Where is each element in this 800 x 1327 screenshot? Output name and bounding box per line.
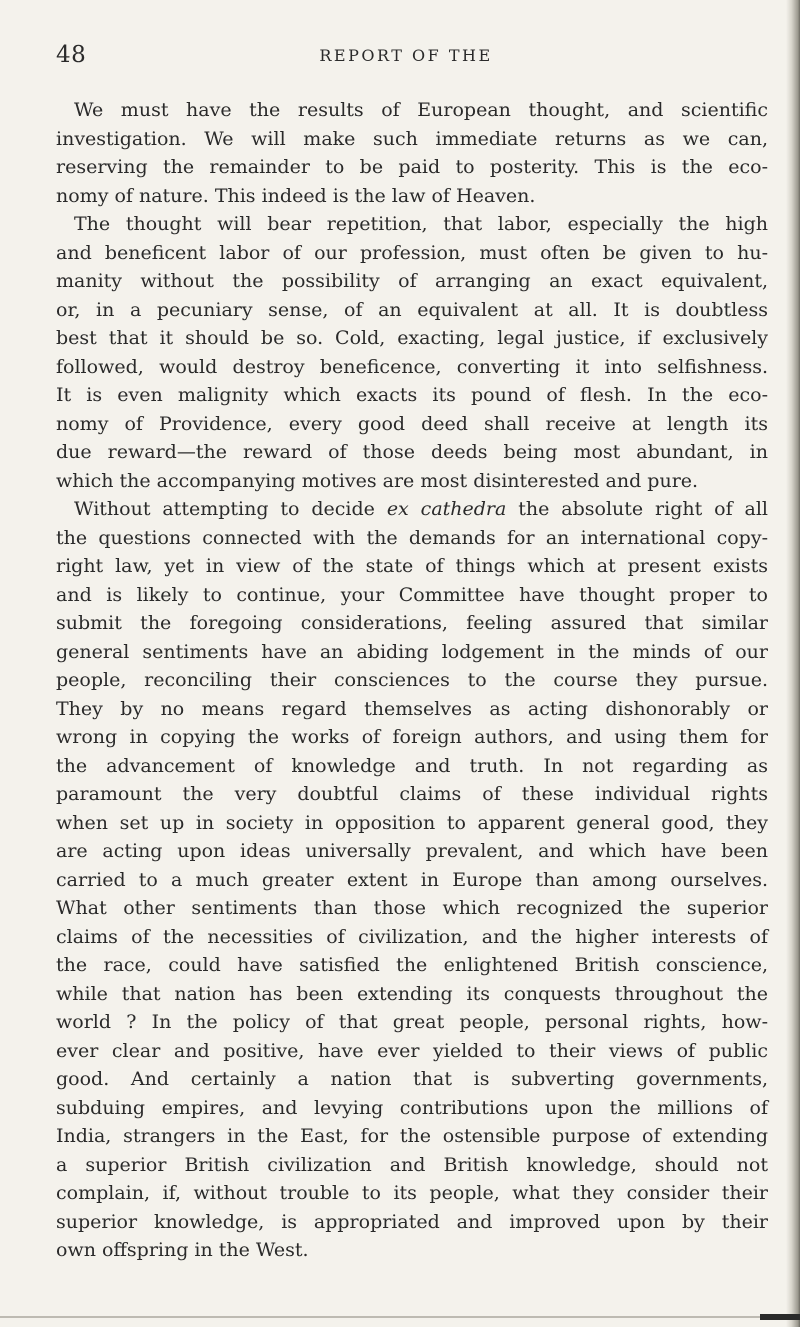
text-line	[56, 153, 768, 182]
text-line-segment: and is likely to continue, your Committee have thought proper to	[56, 583, 768, 606]
text-line-segment: It is even malignity which exacts its pound of flesh. In the eco-	[56, 384, 768, 406]
text-line-segment: ever clear and positive, have ever yielded to their views of public	[56, 1039, 768, 1062]
text-line	[56, 353, 768, 382]
text-line	[56, 267, 768, 296]
text-line	[56, 723, 768, 752]
text-line	[56, 837, 768, 866]
text-line	[56, 866, 768, 895]
text-line	[56, 752, 768, 781]
page-edge-shadow	[786, 0, 800, 1327]
text-line-segment: a superior British civilization and British knowledge, should not	[56, 1153, 768, 1176]
running-head: REPORT OF THE	[319, 46, 493, 65]
text-line-segment: best that it should be so. Cold, exacting, legal justice, if exclusively	[56, 327, 768, 349]
text-line-segment: superior knowledge, is appropriated and improved upon by their	[56, 1210, 768, 1233]
text-line-segment: Without attempting to decide	[74, 498, 387, 520]
text-line	[56, 1008, 768, 1037]
text-line-segment: world ? In the policy of that great people, personal rights, how-	[56, 1011, 768, 1033]
text-line	[56, 1094, 768, 1123]
text-line-segment: They by no means regard themselves as acting dishonorably or	[56, 697, 768, 720]
body-text	[56, 96, 768, 1265]
text-line	[56, 1236, 768, 1265]
text-line	[56, 182, 768, 211]
text-line-segment: good. And certainly a nation that is subverting governments,	[56, 1068, 768, 1090]
text-line	[56, 552, 768, 581]
text-line-segment: nomy of Providence, every good deed shall receive at length its	[56, 412, 768, 435]
text-line-segment: carried to a much greater extent in Europe than among ourselves.	[56, 868, 768, 891]
text-line-segment: the absolute right of all	[506, 498, 768, 520]
text-line	[56, 780, 768, 809]
text-line-segment: The thought will bear repetition, that labor, especially the high	[74, 213, 768, 235]
text-line-segment: reserving the remainder to be paid to posterity. This is the eco-	[56, 156, 768, 178]
text-line	[56, 1208, 768, 1237]
text-line	[56, 581, 768, 610]
text-line-segment: and beneficent labor of our profession, must often be given to hu-	[56, 241, 768, 264]
corner-mark	[760, 1314, 800, 1320]
text-line-segment: claims of the necessities of civilization, and the higher interests of	[56, 925, 768, 948]
text-line-segment: right law, yet in view of the state of things which at present exists	[56, 555, 768, 577]
text-line	[56, 410, 768, 439]
text-line-segment: complain, if, without trouble to its people, what they consider their	[56, 1182, 768, 1204]
text-line-segment: when set up in society in opposition to apparent general good, they	[56, 811, 768, 834]
text-line	[56, 1151, 768, 1180]
text-line	[56, 438, 768, 467]
text-line	[56, 210, 768, 239]
text-line-segment: the advancement of knowledge and truth. In not regarding as	[56, 754, 768, 777]
text-line-segment: submit the foregoing considerations, feeling assured that similar	[56, 612, 768, 634]
text-line	[56, 96, 768, 125]
text-line	[56, 1065, 768, 1094]
text-line-segment: people, reconciling their consciences to the course they pursue.	[56, 669, 768, 691]
text-line-segment: subduing empires, and levying contributions upon the millions of	[56, 1096, 768, 1119]
text-line	[56, 638, 768, 667]
text-line-segment: India, strangers in the East, for the ostensible purpose of extending	[56, 1125, 768, 1147]
text-line	[56, 1179, 768, 1208]
text-line	[56, 809, 768, 838]
text-line-segment: or, in a pecuniary sense, of an equivalent at all. It is doubtless	[56, 298, 768, 321]
text-line-segment: nomy of nature. This indeed is the law of Heaven.	[56, 184, 536, 207]
page-number: 48	[56, 42, 87, 68]
bottom-rule	[0, 1316, 800, 1318]
text-line-segment: followed, would destroy beneficence, converting it into selfishness.	[56, 355, 768, 378]
text-line	[56, 125, 768, 154]
text-line-segment: which the accompanying motives are most disinterested and pure.	[56, 469, 699, 492]
text-line-segment: paramount the very doubtful claims of these individual rights	[56, 783, 768, 805]
text-line	[56, 1122, 768, 1151]
text-line	[56, 980, 768, 1009]
text-line-segment: the questions connected with the demands for an international copy-	[56, 526, 768, 549]
text-line	[56, 951, 768, 980]
text-line	[56, 666, 768, 695]
text-line-segment: wrong in copying the works of foreign authors, and using them for	[56, 726, 768, 748]
text-line	[56, 695, 768, 724]
text-line	[56, 524, 768, 553]
text-line-segment: while that nation has been extending its conquests throughout the	[56, 982, 768, 1005]
text-line-segment: What other sentiments than those which recognized the superior	[56, 897, 768, 919]
text-line-segment: We must have the results of European thought, and scientific	[74, 99, 768, 121]
text-line	[56, 495, 768, 524]
text-line-segment: the race, could have satisfied the enlightened British conscience,	[56, 954, 768, 976]
text-line	[56, 324, 768, 353]
text-line	[56, 923, 768, 952]
text-line-segment: investigation. We will make such immediate returns as we can,	[56, 127, 768, 150]
text-line	[56, 296, 768, 325]
page-header	[56, 42, 756, 74]
text-line	[56, 609, 768, 638]
text-line-segment: general sentiments have an abiding lodgement in the minds of our	[56, 640, 768, 663]
text-line	[56, 239, 768, 268]
text-line	[56, 894, 768, 923]
italic-phrase: ex cathedra	[386, 498, 507, 520]
text-line	[56, 381, 768, 410]
text-line	[56, 467, 768, 496]
text-line-segment: manity without the possibility of arranging an exact equivalent,	[56, 270, 768, 292]
text-line-segment: are acting upon ideas universally prevalent, and which have been	[56, 840, 768, 862]
text-line-segment: due reward—the reward of those deeds being most abundant, in	[56, 441, 768, 463]
text-line	[56, 1037, 768, 1066]
text-line-segment: own offspring in the West.	[56, 1239, 309, 1261]
